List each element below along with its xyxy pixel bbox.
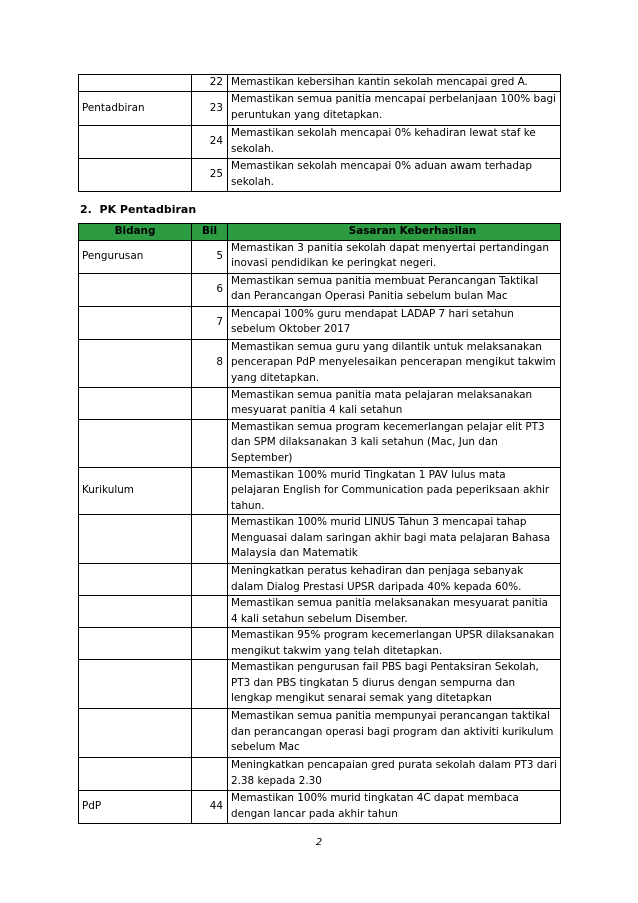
bil-cell — [192, 419, 228, 467]
sasaran-cell: Memastikan 3 panitia sekolah dapat menyertai pertandingan inovasi pendidikan ke peringkat negeri. — [228, 240, 561, 273]
bidang-cell — [79, 387, 192, 419]
sasaran-cell: Memastikan 100% murid Tingkatan 1 PAV lulus mata pelajaran English for Communication pada peperiksaan akhir tahun. — [228, 467, 561, 515]
bidang-cell — [79, 758, 192, 791]
table-pk-pentadbiran — [78, 223, 561, 824]
bidang-cell — [79, 628, 192, 660]
table-row — [79, 628, 561, 660]
sasaran-cell: Meningkatkan peratus kehadiran dan penjaga sebanyak dalam Dialog Prestasi UPSR daripada 40% kepada 60%. — [228, 564, 561, 596]
table-row — [79, 273, 561, 306]
bil-cell — [192, 709, 228, 758]
sasaran-cell: Memastikan kebersihan kantin sekolah mencapai gred A. — [228, 75, 561, 92]
bil-cell: 24 — [192, 126, 228, 159]
header-bidang: Bidang — [79, 224, 192, 241]
bil-cell: 7 — [192, 306, 228, 339]
bil-cell: 44 — [192, 791, 228, 824]
sasaran-cell: Memastikan pengurusan fail PBS bagi Pentaksiran Sekolah, PT3 dan PBS tingkatan 5 diurus dengan sempurna dan lengkap mengikut senarai semak yang ditetapkan — [228, 660, 561, 709]
bil-cell: 8 — [192, 339, 228, 387]
table-row — [79, 758, 561, 791]
table-row — [79, 419, 561, 467]
header-bil: Bil — [192, 224, 228, 241]
bidang-cell — [79, 273, 192, 306]
bidang-cell: Kurikulum — [79, 467, 192, 515]
bidang-cell — [79, 515, 192, 564]
bil-cell — [192, 564, 228, 596]
table-row — [79, 791, 561, 824]
table-row — [79, 709, 561, 758]
table-sasaran-pentadbiran-continued — [78, 74, 561, 192]
sasaran-cell: Memastikan semua guru yang dilantik untuk melaksanakan pencerapan PdP menyelesaikan pencerapan mengikut takwim yang ditetapkan. — [228, 339, 561, 387]
table-row — [79, 240, 561, 273]
bil-cell — [192, 596, 228, 628]
bil-cell — [192, 467, 228, 515]
sasaran-cell: Memastikan semua panitia mempunyai perancangan taktikal dan perancangan operasi bagi program dan aktiviti kurikulum sebelum Mac — [228, 709, 561, 758]
bidang-cell — [79, 159, 192, 192]
section-heading — [80, 203, 196, 216]
header-sasaran: Sasaran Keberhasilan — [228, 224, 561, 241]
bidang-cell — [79, 660, 192, 709]
table-row — [79, 515, 561, 564]
table-row — [79, 159, 561, 192]
bidang-cell — [79, 564, 192, 596]
bidang-cell — [79, 339, 192, 387]
page-number: 2 — [315, 837, 323, 848]
bil-cell: 6 — [192, 273, 228, 306]
table-row — [79, 339, 561, 387]
table-header-row — [79, 224, 561, 241]
table-row — [79, 596, 561, 628]
sasaran-cell: Memastikan semua panitia mencapai perbelanjaan 100% bagi peruntukan yang ditetapkan. — [228, 92, 561, 126]
bidang-cell: Pengurusan — [79, 240, 192, 273]
sasaran-cell: Meningkatkan pencapaian gred purata sekolah dalam PT3 dari 2.38 kepada 2.30 — [228, 758, 561, 791]
bidang-cell — [79, 126, 192, 159]
bidang-cell: PdP — [79, 791, 192, 824]
bil-cell — [192, 660, 228, 709]
bil-cell: 23 — [192, 92, 228, 126]
bil-cell — [192, 515, 228, 564]
table-row — [79, 92, 561, 126]
bidang-cell — [79, 75, 192, 92]
sasaran-cell: Memastikan semua panitia melaksanakan mesyuarat panitia 4 kali setahun sebelum Disember. — [228, 596, 561, 628]
bidang-cell — [79, 596, 192, 628]
bil-cell — [192, 758, 228, 791]
table-row — [79, 564, 561, 596]
bidang-cell — [79, 709, 192, 758]
bidang-cell — [79, 419, 192, 467]
sasaran-cell: Memastikan 100% murid LINUS Tahun 3 mencapai tahap Menguasai dalam saringan akhir bagi mata pelajaran Bahasa Malaysia dan Matematik — [228, 515, 561, 564]
sasaran-cell: Memastikan 100% murid tingkatan 4C dapat membaca dengan lancar pada akhir tahun — [228, 791, 561, 824]
table-row — [79, 467, 561, 515]
sasaran-cell: Memastikan semua panitia mata pelajaran melaksanakan mesyuarat panitia 4 kali setahun — [228, 387, 561, 419]
bil-cell: 25 — [192, 159, 228, 192]
table-row — [79, 660, 561, 709]
table-row — [79, 75, 561, 92]
bil-cell — [192, 387, 228, 419]
sasaran-cell: Mencapai 100% guru mendapat LADAP 7 hari setahun sebelum Oktober 2017 — [228, 306, 561, 339]
sasaran-cell: Memastikan semua panitia membuat Perancangan Taktikal dan Perancangan Operasi Panitia sebelum bulan Mac — [228, 273, 561, 306]
table-row — [79, 306, 561, 339]
bil-cell: 22 — [192, 75, 228, 92]
sasaran-cell: Memastikan sekolah mencapai 0% aduan awam terhadap sekolah. — [228, 159, 561, 192]
table-row — [79, 126, 561, 159]
bil-cell: 5 — [192, 240, 228, 273]
section-title: PK Pentadbiran — [99, 203, 197, 216]
table-row — [79, 387, 561, 419]
sasaran-cell: Memastikan semua program kecemerlangan pelajar elit PT3 dan SPM dilaksanakan 3 kali setahun (Mac, Jun dan September) — [228, 419, 561, 467]
bidang-cell — [79, 306, 192, 339]
bidang-cell: Pentadbiran — [79, 92, 192, 126]
bil-cell — [192, 628, 228, 660]
section-number: 2. — [80, 203, 92, 216]
sasaran-cell: Memastikan sekolah mencapai 0% kehadiran lewat staf ke sekolah. — [228, 126, 561, 159]
sasaran-cell: Memastikan 95% program kecemerlangan UPSR dilaksanakan mengikut takwim yang telah ditetapkan. — [228, 628, 561, 660]
